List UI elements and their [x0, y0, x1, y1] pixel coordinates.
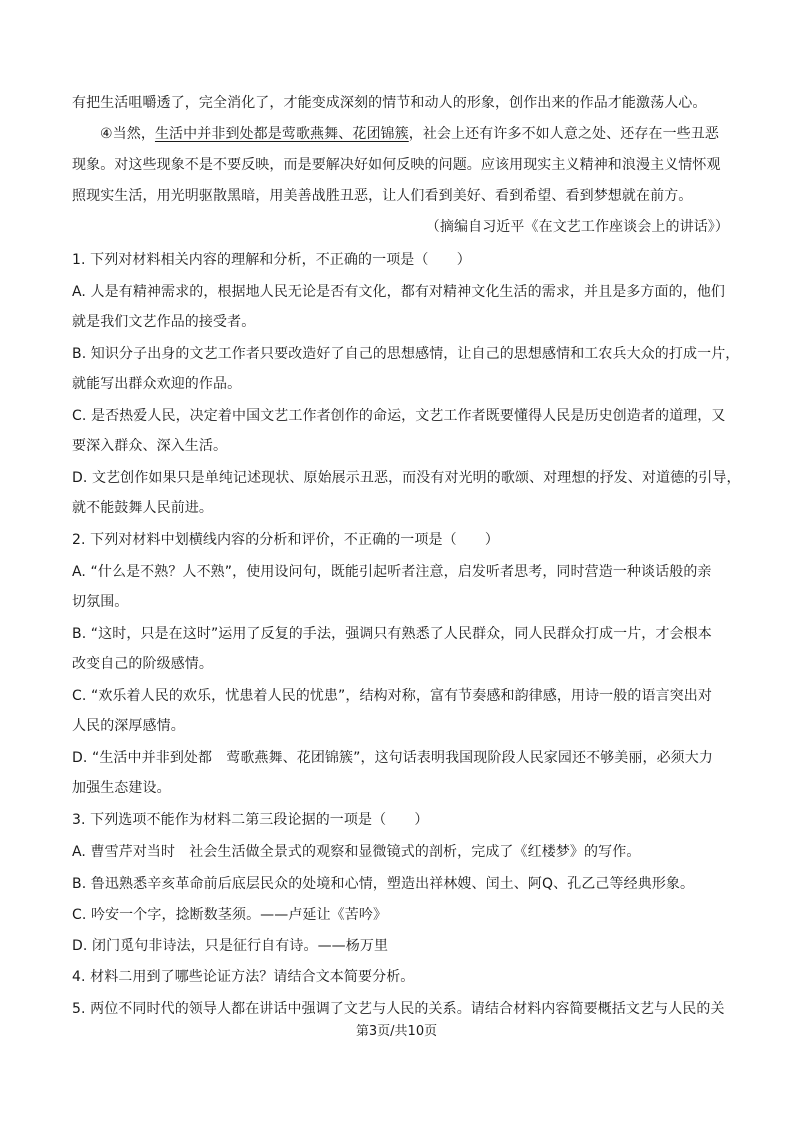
question-3-stem: 3. 下列选项不能作为材料二第三段论据的一项是（ ） — [72, 812, 429, 828]
question-2-stem: 2. 下列对材料中划横线内容的分析和评价，不正确的一项是（ ） — [72, 532, 500, 548]
question-3-option-d: D. 闭门觅句非诗法，只是征行自有诗。——杨万里 — [72, 938, 389, 954]
question-5-stem: 5. 两位不同时代的领导人都在讲话中强调了文艺与人民的关系。请结合材料内容简要概括文艺与人民的关 — [72, 1001, 725, 1017]
question-1-option-d-cont: 就不能鼓舞人民前进。 — [72, 500, 213, 516]
question-2-option-a-cont: 切氛围。 — [72, 594, 129, 610]
source-citation: （摘编自习近平《在文艺工作座谈会上的讲话》） — [425, 219, 729, 235]
body-text: ，社会上还有许多不如人意之处、还存在一些丑恶 — [408, 126, 719, 142]
underlined-phrase: 生活中并非到处都是莺歌燕舞、花团锦簇 — [154, 126, 409, 142]
question-1-stem: 1. 下列对材料相关内容的理解和分析，不正确的一项是（ ） — [72, 252, 471, 268]
body-text-line: 有把生活咀嚼透了，完全消化了，才能变成深刻的情节和动人的形象，创作出来的作品才能激荡人心。 — [72, 95, 707, 111]
paragraph-marker: ④当然， — [100, 126, 155, 142]
question-2-option-b-cont: 改变自己的阶级感情。 — [72, 656, 213, 672]
question-2-option-c: C. “欢乐着人民的欢乐，忧患着人民的忧患”，结构对称，富有节奏感和韵律感，用诗一般的语言突出对 — [72, 688, 712, 704]
question-1-option-c-cont: 要深入群众、深入生活。 — [72, 438, 228, 454]
question-1-option-c: C. 是否热爱人民，决定着中国文艺工作者创作的命运，文艺工作者既要懂得人民是历史创造者的道理，又 — [72, 408, 726, 424]
question-1-option-b-cont: 就能写出群众欢迎的作品。 — [72, 376, 242, 392]
question-2-option-c-cont: 人民的深厚感情。 — [72, 718, 185, 734]
question-3-option-b: B. 鲁迅熟悉辛亥革命前后底层民众的处境和心情，塑造出祥林嫂、闰土、阿Q、孔乙己等经典形象。 — [72, 876, 695, 892]
question-2-option-d: D. “生活中并非到处都 莺歌燕舞、花团锦簇”，这句话表明我国现阶段人民家园还不够美丽，必须大力 — [72, 750, 713, 766]
question-1-option-a-cont: 就是我们文艺作品的接受者。 — [72, 314, 256, 330]
question-1-option-d: D. 文艺创作如果只是单纯记述现状、原始展示丑恶，而没有对光明的歌颂、对理想的抒发、对道德的引导， — [72, 470, 741, 486]
question-2-option-d-cont: 加强生态建设。 — [72, 780, 171, 796]
question-1-option-b: B. 知识分子出身的文艺工作者只要改造好了自己的思想感情，让自己的思想感情和工农兵大众的打成一片， — [72, 346, 740, 362]
question-2-option-a: A. “什么是不熟？人不熟”，使用设问句，既能引起听者注意，启发听者思考，同时营造一种谈话般的亲 — [72, 564, 712, 580]
body-text-line: 现象。对这些现象不是不要反映，而是要解决好如何反映的问题。应该用现实主义精神和浪漫主义情怀观 — [72, 157, 721, 173]
question-1-option-a: A. 人是有精神需求的，根据地人民无论是否有文化，都有对精神文化生活的需求，并且是多方面的，他们 — [72, 284, 726, 300]
question-4-stem: 4. 材料二用到了哪些论证方法？请结合文本简要分析。 — [72, 969, 415, 985]
body-text-line: 照现实生活，用光明驱散黑暗，用美善战胜丑恶，让人们看到美好、看到希望、看到梦想就在前方。 — [72, 188, 693, 204]
paragraph-4 — [100, 124, 760, 144]
question-3-option-a: A. 曹雪芹对当时 社会生活做全景式的观察和显微镜式的剖析，完成了《红楼梦》的写作。 — [72, 844, 641, 860]
question-3-option-c: C. 吟安一个字，捻断数茎须。——卢延让《苦吟》 — [72, 907, 388, 923]
question-2-option-b: B. “这时，只是在这时”运用了反复的手法，强调只有熟悉了人民群众，同人民群众打成一片，才会根本 — [72, 626, 712, 642]
page-number: 第3页/共10页 — [355, 1024, 438, 1039]
